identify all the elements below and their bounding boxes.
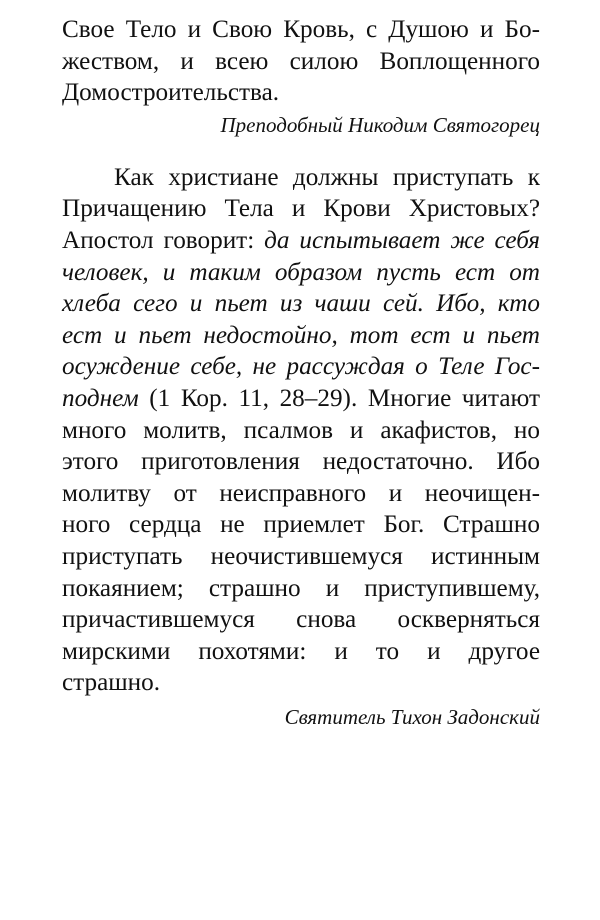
text-line: этого приготовления недостаточно. Ибо: [62, 448, 540, 476]
scripture-quote-line: ест и пьет недостойно, тот ест и пьет: [62, 321, 540, 349]
scripture-quote: поднем: [62, 384, 139, 412]
text-line: Причащению Тела и Крови Христовых?: [62, 195, 540, 223]
text-line: причастившемуся снова оскверняться: [62, 606, 540, 634]
passage-2-body: [62, 162, 540, 699]
attribution-tikhon: Святитель Тихон Задонский: [284, 704, 540, 729]
scripture-reference: (1 Кор. 11, 28–29). Многие читают: [138, 384, 540, 412]
text-run: Апостол говорит:: [62, 226, 265, 254]
text-line: мирскими похотями: и то и другое: [62, 637, 540, 665]
passage-1-continuation: [62, 14, 540, 109]
text-line: страшно.: [62, 669, 161, 697]
text-line: [62, 225, 540, 257]
scripture-quote-line: хлеба сего и пьет из чаши сей. Ибо, кто: [62, 290, 540, 318]
text-line: много молитв, псалмов и акафистов, но: [62, 416, 540, 444]
text-line: приступать неочистившемуся истинным: [62, 542, 540, 570]
scripture-quote-line: человек, и таким образом пусть ест от: [62, 258, 540, 286]
text-line: [62, 383, 540, 415]
text-line: молитву от неисправного и неочищен-: [62, 479, 540, 507]
text-column: [62, 14, 540, 731]
text-line: Домостроительства.: [62, 79, 280, 107]
attribution-nikodim: Преподобный Никодим Святогорец: [220, 112, 540, 137]
text-line: Свое Тело и Свою Кровь, с Душою и Бо-: [62, 16, 540, 43]
text-line: жеством, и всею силою Воплощенного: [62, 47, 540, 75]
text-line: ного сердца не приемлет Бог. Страшно: [62, 511, 540, 539]
text-line: покаянием; страшно и приступившему,: [62, 574, 540, 602]
scripture-quote-line: осуждение себе, не рассуждая о Теле Гос-: [62, 353, 540, 381]
text-line: Как христиане должны приступать к: [114, 163, 540, 191]
scripture-quote: да испытывает же себя: [264, 226, 540, 254]
